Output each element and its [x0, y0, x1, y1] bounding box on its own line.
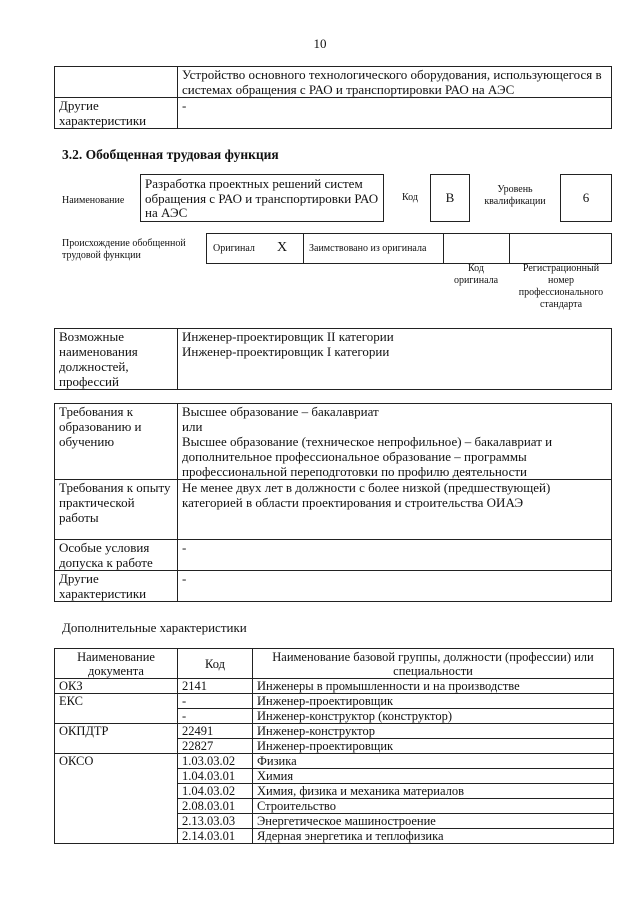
- req-label: Требования к образованию и обучению: [55, 404, 178, 480]
- req-line: или: [182, 419, 203, 434]
- function-code-value: B: [430, 174, 470, 222]
- row-code: 2.13.03.03: [178, 814, 253, 829]
- top-row2-value: -: [178, 98, 612, 129]
- positions-table: [54, 328, 612, 390]
- row-name: Строительство: [253, 799, 614, 814]
- req-value: [178, 404, 612, 480]
- top-table: [54, 66, 612, 129]
- req-value: [178, 571, 612, 602]
- req-line: Высшее образование (техническое непрофильное) – бакалавриат и дополнительное профессиональное образование – программы профессиональной переподготовки по профилю деятельности: [182, 434, 553, 479]
- table-row: [55, 709, 614, 724]
- row-doc: [55, 814, 178, 829]
- table-row: [55, 784, 614, 799]
- row-doc: [55, 709, 178, 724]
- row-name: Ядерная энергетика и теплофизика: [253, 829, 614, 844]
- table-row: [55, 724, 614, 739]
- row-doc: ЕКС: [55, 694, 178, 709]
- row-code: 1.03.03.02: [178, 754, 253, 769]
- header-code: Код: [178, 649, 253, 679]
- table-row: [55, 754, 614, 769]
- row-name: Инженер-конструктор: [253, 724, 614, 739]
- row-doc: ОКСО: [55, 754, 178, 769]
- table-row: [55, 694, 614, 709]
- row-code: 2.14.03.01: [178, 829, 253, 844]
- req-value: [178, 480, 612, 540]
- req-label: Требования к опыту практической работы: [55, 480, 178, 540]
- row-doc: [55, 799, 178, 814]
- row-name: Физика: [253, 754, 614, 769]
- section-title: 3.2. Обобщенная трудовая функция: [62, 147, 279, 162]
- top-row1-label: [55, 67, 178, 98]
- row-code: 1.04.03.01: [178, 769, 253, 784]
- origin-divider-3: [509, 234, 510, 263]
- row-doc: [55, 769, 178, 784]
- borrowed-label: Заимствовано из оригинала: [309, 243, 427, 254]
- origin-divider-1: [303, 234, 304, 263]
- row-code: 22491: [178, 724, 253, 739]
- req-label: Другие характеристики: [55, 571, 178, 602]
- positions-values: [178, 329, 612, 390]
- row-code: 2.08.03.01: [178, 799, 253, 814]
- row-doc: [55, 784, 178, 799]
- row-name: Инженеры в промышленности и на производстве: [253, 679, 614, 694]
- row-name: Инженер-проектировщик: [253, 739, 614, 754]
- origin-label: Происхождение обобщенной трудовой функции: [62, 238, 186, 261]
- row-name: Инженер-конструктор (конструктор): [253, 709, 614, 724]
- additional-table: [54, 648, 614, 844]
- req-label: Особые условия допуска к работе: [55, 540, 178, 571]
- position-item: Инженер-проектировщик II категории: [182, 329, 394, 344]
- table-row: [55, 829, 614, 844]
- req-line: -: [182, 571, 187, 586]
- table-row: [55, 769, 614, 784]
- origin-divider-2: [443, 234, 444, 263]
- original-label: Оригинал: [213, 243, 255, 254]
- row-doc: [55, 829, 178, 844]
- row-code: 22827: [178, 739, 253, 754]
- row-code: 2141: [178, 679, 253, 694]
- code-original-caption: Код оригинала: [453, 263, 499, 286]
- top-row2-label: Другие характеристики: [55, 98, 178, 129]
- table-row: [55, 739, 614, 754]
- function-code-label: Код: [402, 192, 418, 203]
- additional-title: Дополнительные характеристики: [62, 620, 247, 635]
- position-item: Инженер-проектировщик I категории: [182, 344, 390, 359]
- requirements-table: [54, 403, 612, 602]
- header-doc: Наименование документа: [55, 649, 178, 679]
- req-line: Не менее двух лет в должности с более низкой (предшествующей) категорией в области проектирования и строительства ОИАЭ: [182, 480, 551, 510]
- level-value: 6: [560, 174, 612, 222]
- row-doc: ОКПДТР: [55, 724, 178, 739]
- row-name: Химия: [253, 769, 614, 784]
- table-row: [55, 679, 614, 694]
- req-value: [178, 540, 612, 571]
- row-code: -: [178, 709, 253, 724]
- origin-box: [206, 233, 612, 264]
- positions-label: Возможные наименования должностей, профессий: [55, 329, 178, 390]
- function-name-value: Разработка проектных решений систем обращения с РАО и транспортировки РАО на АЭС: [140, 174, 384, 222]
- row-doc: [55, 739, 178, 754]
- original-mark: X: [277, 240, 288, 255]
- req-line: Высшее образование – бакалавриат: [182, 404, 379, 419]
- reg-number-caption: Регистрационный номер профессионального стандарта: [518, 263, 604, 310]
- row-name: Химия, физика и механика материалов: [253, 784, 614, 799]
- table-row: [55, 799, 614, 814]
- row-doc: ОКЗ: [55, 679, 178, 694]
- top-row1-value: Устройство основного технологического оборудования, использующегося в системах обращения с РАО и транспортировки РАО на АЭС: [178, 67, 612, 98]
- page-number: 10: [313, 36, 327, 51]
- row-name: Инженер-проектировщик: [253, 694, 614, 709]
- row-code: 1.04.03.02: [178, 784, 253, 799]
- row-code: -: [178, 694, 253, 709]
- level-label: Уровень квалификации: [484, 184, 546, 207]
- header-name: Наименование базовой группы, должности (профессии) или специальности: [253, 649, 614, 679]
- function-name-label: Наименование: [62, 195, 125, 206]
- row-name: Энергетическое машиностроение: [253, 814, 614, 829]
- req-line: -: [182, 540, 187, 555]
- table-row: [55, 814, 614, 829]
